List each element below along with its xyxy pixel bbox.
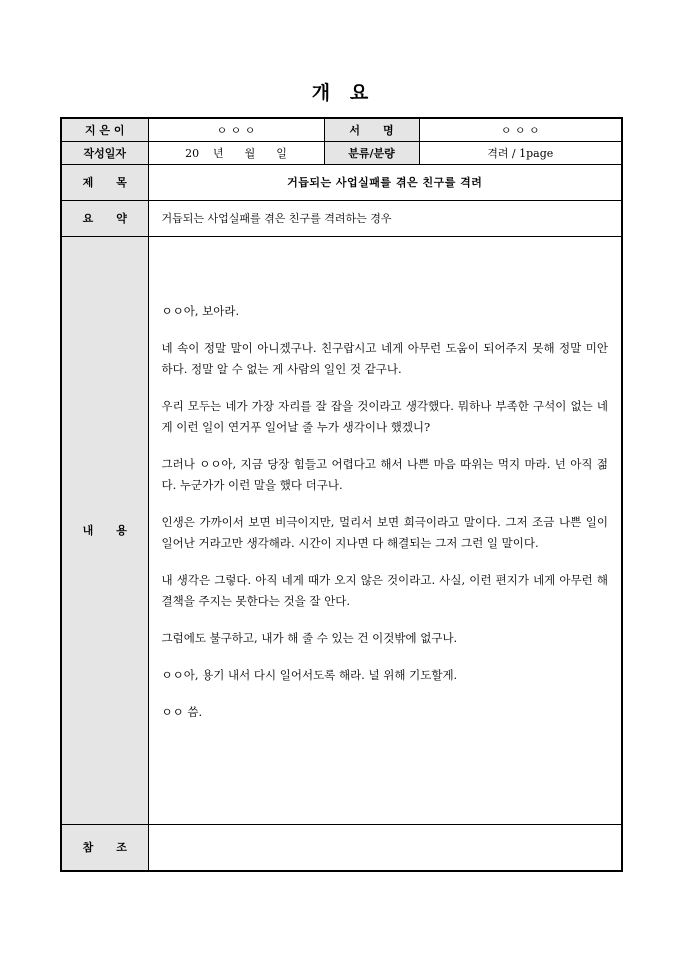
content-paragraph: ㅇㅇ아, 보아라. [161,303,240,318]
content-label: 내 용 [61,236,148,824]
author-value: ㅇ ㅇ ㅇ [148,118,324,141]
content-paragraph: 내 생각은 그렇다. 아직 네게 때가 오지 않은 것이라고. 사실, 이런 편지가 네게 아무런 해결책을 주지는 못한다는 것을 잘 안다. [161,572,608,608]
reference-label: 참 조 [61,824,148,871]
signature-label: 서 명 [324,118,419,141]
content-paragraph: 그러나 ㅇㅇ아, 지금 당장 힘들고 어렵다고 해서 나쁜 마음 따위는 먹지 마라. 넌 아직 젊다. 누군가가 이런 말을 했다 더구나. [161,456,608,492]
content-paragraph: 그럼에도 불구하고, 내가 해 줄 수 있는 건 이것밖에 없구나. [161,630,458,645]
category-value: 격려 / 1page [419,141,622,164]
summary-value: 거듭되는 사업실패를 겪은 친구를 격려하는 경우 [148,200,622,236]
content-body [148,236,622,824]
subject-value: 거듭되는 사업실패를 겪은 친구를 격려 [148,164,622,200]
overview-form [60,117,623,872]
content-paragraph: 네 속이 정말 말이 아니겠구나. 친구랍시고 네게 아무런 도움이 되어주지 못해 정말 미안하다. 정말 알 수 없는 게 사람의 일인 것 같구나. [161,340,608,376]
reference-value [148,824,622,871]
signature-value: ㅇ ㅇ ㅇ [419,118,622,141]
page-title: 개 요 [311,82,369,104]
content-paragraph: 우리 모두는 네가 가장 자리를 잘 잡을 것이라고 생각했다. 뭐하나 부족한 구석이 없는 네게 이런 일이 연거푸 일어날 줄 누가 생각이나 했겠니? [161,398,608,434]
category-label: 분류/분량 [324,141,419,164]
subject-label: 제 목 [61,164,148,200]
content-paragraph: ㅇㅇ아, 용기 내서 다시 일어서도록 해라. 널 위해 기도할게. [161,667,458,682]
author-label: 지 은 이 [61,118,148,141]
content-paragraph: 인생은 가까이서 보면 비극이지만, 멀리서 보면 희극이라고 말이다. 그저 조금 나쁜 일이 일어난 거라고만 생각해라. 시간이 지나면 다 해결되는 그저 그런 일 말이다. [161,514,608,550]
date-label: 작성일자 [61,141,148,164]
summary-label: 요 약 [61,200,148,236]
content-paragraph: ㅇㅇ 씀. [161,704,203,719]
date-value: 20 년 월 일 [148,141,324,164]
